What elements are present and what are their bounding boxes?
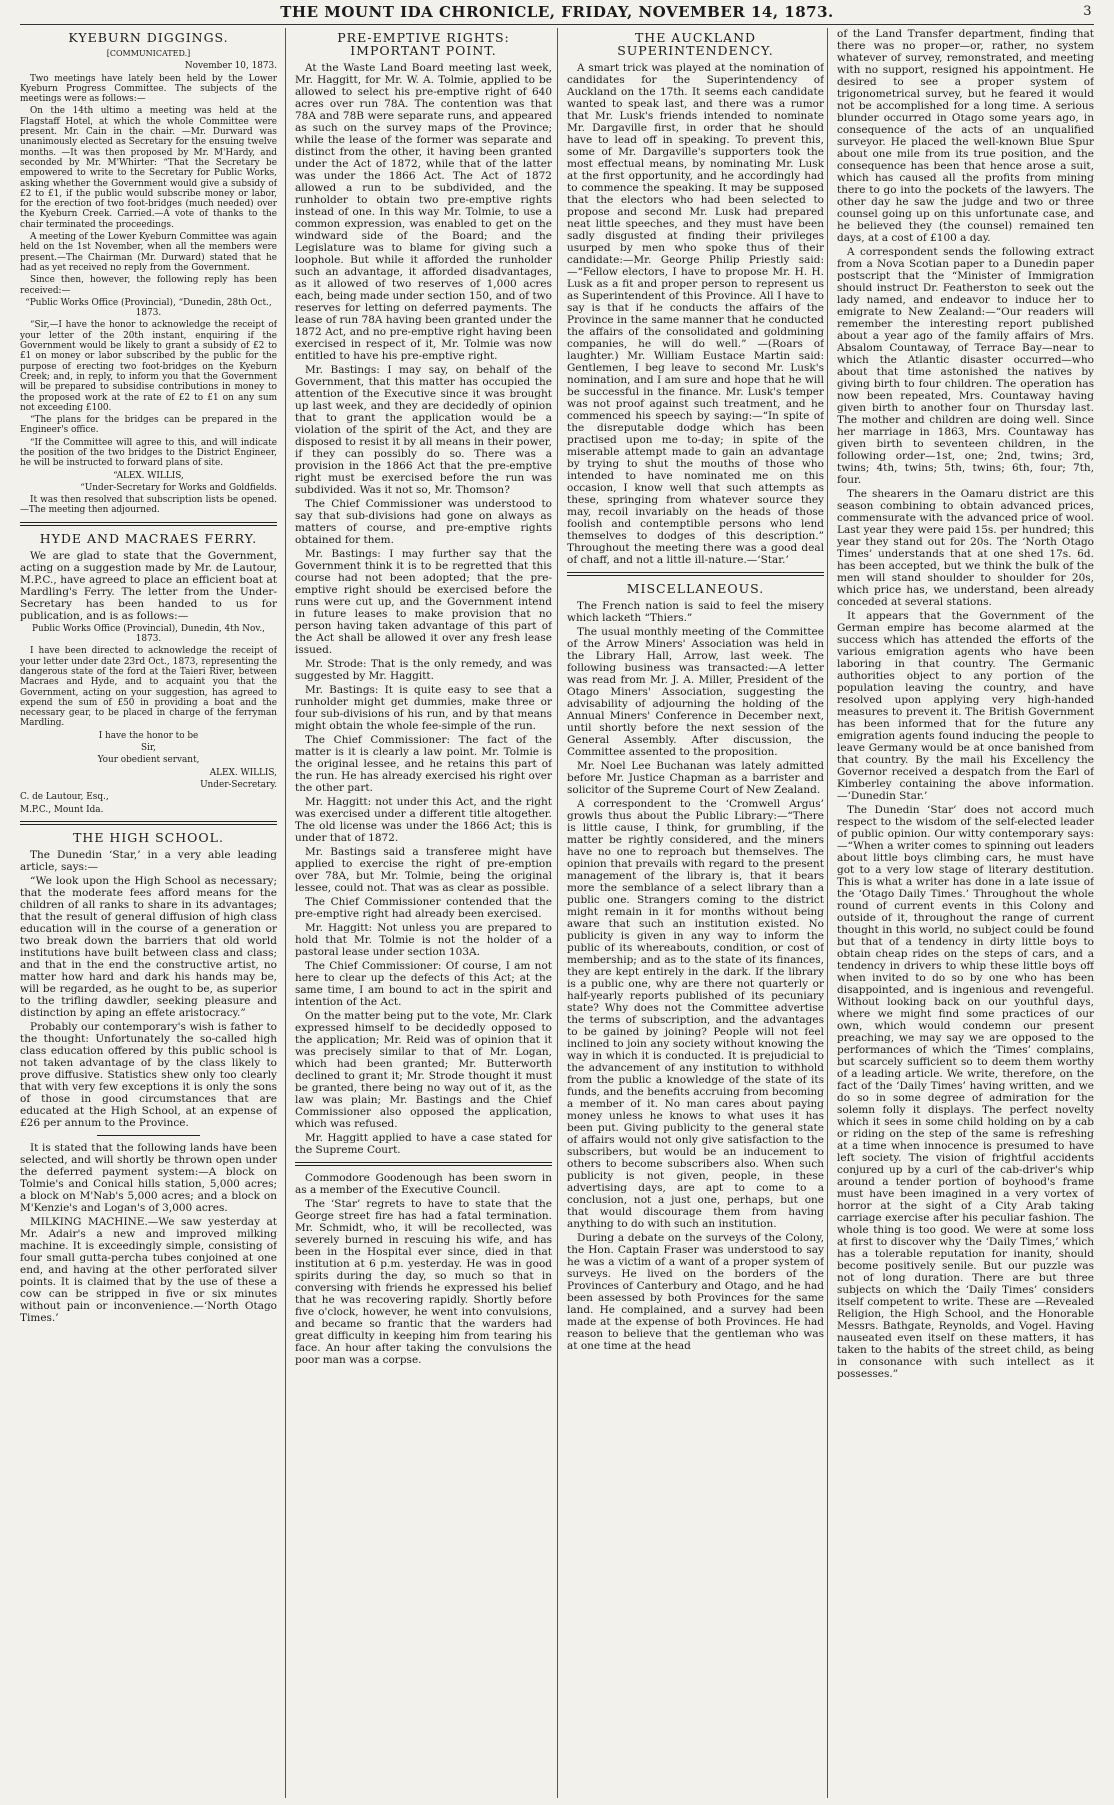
section-divider — [20, 522, 277, 526]
article-paragraph: The Dunedin ‘Star,’ in a very able leading article, says:— — [20, 848, 277, 873]
article-paragraph: A smart trick was played at the nomination of candidates for the Superintendency of Auckland on the 17th. It seems each candidate wanted to speak last, and there was a rumor that Mr. Lusk's friends intended to nominate Mr. Dargaville first, in order that he should have to lead off in speaking. To prevent this, some of Mr. Dargaville's supporters took the most effectual means, by nominating Mr. Lusk at the first opportunity, and he accordingly had to commence the speaking. It may be supposed that the electors who had been selected to propose and second Mr. Lusk had prepared neat little speeches, and they must have been sadly disgusted at finding their privileges usurped by men who spoke thus of their candidate:—Mr. George Philip Priestly said:—“Fellow electors, I have to propose Mr. H. H. Lusk as a fit and proper person to represent us as Superintendent of this Province. All I have to say is that if he conducts the affairs of the Province in the same manner that he conducted the affairs of the consolidated and goldmining companies, he will do well.” —(Roars of laughter.) Mr. William Eustace Martin said: Gentlemen, I beg leave to second Mr. Lusk's nomination, and I am sure and hope that he will be successful in the finance. Mr. Lusk's temper was not proof against such treatment, and he commenced his speech by saying:—“In spite of the disreputable dodge which has been practised upon me to-day; in spite of the miserable attempt made to gain an advantage by trying to shut the mouths of those who intended to have nominated me on this occasion, I know well that such attempts as these, springing from whatever source they may, recoil invariably on the heads of those foolish and contemptible persons who lend themselves to dodges of this description.” Throughout the meeting there was a good deal of chaff, and not a little ill-nature.—‘Star.’ — [567, 62, 824, 566]
article-paragraph: The Chief Commissioner contended that the pre-emptive right had already been exercised. — [295, 896, 552, 920]
article-paragraph: Probably our contemporary's wish is father to the thought: Unfortunately the so-called high class education offered by this public school is not taken advantage of by the class likely to prove diffusive. Statistics shew only too clearly that with very few exceptions it is only the sons of those in good circumstances that are educated at the High School, at an expense of £26 per annum to the Province. — [20, 1020, 277, 1129]
section-divider — [295, 1162, 552, 1166]
article-paragraph: On the matter being put to the vote, Mr. Clark expressed himself to be decidedly opposed to the application; Mr. Reid was of opinion that it was precisely similar to that of Mr. Logan, which had been granted; Mr. Butterworth declined to grant it; Mr. Strode thought it must be granted, there being no way out of it, as the law was plain; Mr. Bastings and the Chief Commissioner also opposed the application, which was refused. — [295, 1010, 552, 1130]
article-tag: [COMMUNICATED.] — [106, 49, 191, 58]
article-paragraph: The shearers in the Oamaru district are this season combining to obtain advanced prices, commensurate with the advanced price of wool. Last year they were paid 15s. per hundred; this year they stand out for 20s. The ‘North Otago Times’ understands that at one shed 17s. 6d. has been accepted, but we think the bulk of the men will stand shoulder to shoulder for 20s, which price has, we understand, been already conceded at several stations. — [837, 488, 1094, 608]
article-dateline: November 10, 1873. — [184, 61, 277, 72]
article-paragraph: A correspondent sends the following extract from a Nova Scotian paper to a Dunedin paper postscript that the “Minister of Immigration should instruct Dr. Featherston to seek out the lady named, and endeavor to induce her to emigrate to New Zealand:—“Our readers will remember the interesting report published about a year ago of the family affairs of Mrs. Absalom Countaway, of Terrace Bay—near to which the Atlantic disaster occurred—who about that time astonished the natives by giving birth to four children. The operation has now been repeated, Mrs. Countaway having given birth to another four on Thursday last. The mother and children are doing well. Since her marriage in 1863, Mrs. Countaway has given birth to seventeen children, in the following order—1st, one; 2nd, twins; 3rd, twins; 4th, twins; 5th, twins; 6th, four; 7th, four. — [837, 246, 1094, 486]
article-paragraph: It appears that the Government of the German empire has become alarmed at the success which has attended the efforts of the various emigration agents who have been laboring in that country. The Germanic authorities object to any portion of the population leaving the country, and have resolved upon applying very high-handed measures to prevent it. The British Government has been informed that for the future any emigration agents found inducing the people to leave Germany would be at once banished from that country. By the mail his Excellency the Governor received a despatch from the Earl of Kimberley containing the above information.—‘Dunedin Star.’ — [837, 610, 1094, 802]
article-paragraph: On the 14th ultimo a meeting was held at the Flagstaff Hotel, at which the whole Committee were present. Mr. Cain in the chair. —Mr. Durward was unanimously elected as Secretary for the ensuing twelve months. —It was then proposed by Mr. M'Hardy, and seconded by Mr. M'Whirter: “That the Secretary be empowered to write to the Secretary for Public Works, asking whether the Government would give a subsidy of £2 to £1, if the public would subscribe money or labor, for the erection of two foot-bridges (much needed) over the Kyeburn Creek. Carried.—A vote of thanks to the chair terminated the proceedings. — [20, 106, 277, 230]
article-paragraph: The ‘Star’ regrets to have to state that the George street fire has had a fatal termination. Mr. Schmidt, who, it will be recollected, was severely burned in rescuing his wife, and has been in the Hospital ever since, died in that institution at 6 p.m. yesterday. He was in good spirits during the day, so much so that in conversing with friends he expressed his belief that he was recovering rapidly. Shortly before five o'clock, however, he went into convulsions, and became so frantic that the warders had great difficulty in keeping him from tearing his face. An hour after taking the convulsions the poor man was a corpse. — [295, 1198, 552, 1366]
article-paragraph: “If the Committee will agree to this, and will indicate the position of the two bridges to the District Engineer, he will be instructed to forward plans of site. — [20, 437, 277, 469]
article-heading: THE AUCKLAND SUPERINTENDENCY. — [617, 30, 774, 58]
article-paragraph: Mr. Strode: That is the only remedy, and was suggested by Mr. Haggitt. — [295, 658, 552, 682]
article-paragraph: Two meetings have lately been held by the Lower Kyeburn Progress Committee. The subjects of the meetings were as follows:— — [20, 73, 277, 105]
article-paragraph: Mr. Bastings said a transferee might have applied to exercise the right of pre-emption over 78A, but Mr. Tolmie, being the original lessee, could not. That was as clear as possible. — [295, 846, 552, 894]
letter-signature: “ALEX. WILLIS, — [113, 470, 184, 481]
article-heading: PRE-EMPTIVE RIGHTS: IMPORTANT POINT. — [337, 30, 510, 58]
article-paragraph: Commodore Goodenough has been sworn in as a member of the Executive Council. — [295, 1172, 552, 1196]
article-paragraph: “We look upon the High School as necessary; that the moderate fees afford means for the children of all ranks to share in its advantages; that the result of general diffusion of high class education will in the course of a generation or two break down the barriers that old world institutions have built between class and class; and that in the end the constructive artist, no matter how hard and dark his hands may be, will be regarded, as he ought to be, as superior to the trifling dawdler, seeking pleasure and distinction by aping an effete aristocracy.” — [20, 874, 277, 1019]
masthead-title: THE MOUNT IDA CHRONICLE, FRIDAY, NOVEMBER 14, 1873. — [280, 3, 834, 21]
letter-signature-title: Under-Secretary. — [200, 779, 277, 790]
letter-signature: ALEX. WILLIS, — [209, 767, 277, 778]
article-heading: MISCELLANEOUS. — [626, 581, 765, 596]
article-paragraph: Mr. Haggitt applied to have a case stated for the Supreme Court. — [295, 1132, 552, 1156]
column-1 — [20, 28, 277, 1798]
letter-addressee: M.P.C., Mount Ida. — [20, 804, 104, 815]
article-paragraph: Mr. Bastings: I may further say that the Government think it is to be regretted that this course had not been adopted; that the pre-emptive right should be exercised before the runs were cut up, and the Government intend in future leases to make provision that no person having taken advantage of this part of the Act shall be allowed it over any fresh lease issued. — [295, 548, 552, 656]
article-paragraph: Mr. Haggitt: Not unless you are prepared to hold that Mr. Tolmie is not the holder of a pastoral lease under section 103A. — [295, 922, 552, 958]
column-rule — [827, 28, 828, 1798]
letter-closing: I have the honor to be — [98, 730, 199, 741]
column-4 — [837, 28, 1094, 1798]
article-paragraph: The Chief Commissioner: Of course, I am not here to clear up the defects of this Act; at the same time, I am bound to act in the spirit and intention of the Act. — [295, 960, 552, 1008]
letter-header: Public Works Office (Provincial), Dunedin, 4th Nov., 1873. — [32, 623, 265, 645]
article-heading: KYEBURN DIGGINGS. — [68, 30, 229, 45]
letter-header: “Public Works Office (Provincial), “Dunedin, 28th Oct., 1873. — [25, 297, 272, 319]
article-paragraph: MILKING MACHINE.—We saw yesterday at Mr. Adair's a new and improved milking machine. It is exceedingly simple, consisting of four small gutta-percha tubes conjoined at one end, and having at the other perforated silver points. It is claimed that by the use of these a cow can be stripped in five or six minutes without pain or inconvenience.—‘North Otago Times.’ — [20, 1215, 277, 1324]
article-paragraph: The usual monthly meeting of the Committee of the Arrow Miners' Association was held in the Library Hall, Arrow, last week. The following business was transacted:—A letter was read from Mr. J. A. Miller, President of the Otago Miners' Association, suggesting the advisability of adjourning the holding of the Annual Miners' Conference in December next, until shortly before the next session of the General Assembly. After discussion, the Committee assented to the proposition. — [567, 626, 824, 758]
page-number: 3 — [1083, 4, 1092, 19]
article-paragraph: During a debate on the surveys of the Colony, the Hon. Captain Fraser was understood to say he was a victim of a want of a proper system of surveys. He lived on the borders of the Provinces of Canterbury and Otago, and he had been assessed by both Provinces for the same land. He complained, and a survey had been made at the expense of both Provinces. He had reason to believe that the gentleman who was at one time at the head — [567, 1232, 824, 1352]
column-3 — [567, 28, 824, 1798]
article-paragraph: Mr. Bastings: I may say, on behalf of the Government, that this matter has occupied the attention of the Executive since it was brought up last week, and they are decidedly of opinion that to grant the application would be a violation of the spirit of the Act, and they are disposed to resist it by all means in their power, if they can possibly do so. There was a provision in the 1866 Act that the pre-emptive right must be exercised before the run was subdivided. Was it not so, Mr. Thomson? — [295, 364, 552, 496]
article-paragraph: Mr. Noel Lee Buchanan was lately admitted before Mr. Justice Chapman as a barrister and solicitor of the Supreme Court of New Zealand. — [567, 760, 824, 796]
section-divider — [20, 821, 277, 825]
article-paragraph: We are glad to state that the Government, acting on a suggestion made by Mr. de Lautour, M.P.C., have agreed to place an efficient boat at Mardling's Ferry. The letter from the Under-Secretary has been handed to us for publication, and is as follows:— — [20, 549, 277, 622]
article-paragraph: Since then, however, the following reply has been received:— — [20, 275, 277, 296]
article-paragraph: I have been directed to acknowledge the receipt of your letter under date 23rd Oct., 1873, representing the dangerous state of the ford at the Taieri River, between Macraes and Hyde, and to acquaint you that the Government, acting on your suggestion, has agreed to expend the sum of £50 in providing a boat and the necessary gear, to be placed in charge of the ferryman Mardling. — [20, 646, 277, 729]
column-rule — [285, 28, 286, 1798]
article-paragraph: The Chief Commissioner was understood to say that sub-divisions had gone on always as matters of course, and pre-emptive rights obtained for them. — [295, 498, 552, 546]
article-heading: HYDE AND MACRAES FERRY. — [39, 530, 258, 546]
article-paragraph: A correspondent to the ‘Cromwell Argus’ growls thus about the Public Library:—“There is little cause, I think, for grumbling, if the matter be rightly considered, and the miners have no one to reproach but themselves. The opinion that prevails with regard to the present management of the library is, that it bears more the semblance of a select library than a public one. Strangers coming to the district might remain in it for months without being aware that such an institution existed. No publicity is given in any way to inform the public of its whereabouts, condition, or cost of membership; and as to the state of its finances, they are kept entirely in the dark. If the library is a public one, why are there not quarterly or half-yearly reports published of its pecuniary state? Why does not the Committee advertise the terms of subscription, and the advantages to be gained by joining? People will not feel inclined to join any society without knowing the way in which it is conducted. It is prejudicial to the advancement of any institution to withhold from the public a knowledge of the state of its funds, and the benefits accruing from becoming a member of it. No man cares about paying money unless he knows to what uses it has been put. Giving publicity to the general state of affairs would not only give satisfaction to the subscribers, but would be an inducement to others to become subscribers also. When such publicity is not given, people, in these advertising days, are apt to come to a conclusion, not a just one, perhaps, but one that would discourage them from having anything to do with such an institution. — [567, 798, 824, 1230]
article-paragraph: of the Land Transfer department, finding that there was no proper—or, rather, no system whatever of survey, remonstrated, and meeting with no support, resigned his appointment. He desired to see a proper system of trigonometrical survey, but he feared it would not be accomplished for a long time. A serious blunder occurred in Otago some years ago, in consequence of the acts of an unqualified surveyor. He placed the well-known Blue Spur about one mile from its true position, and the consequence has been that hence arose a suit, which has caused all the profits from mining there to go into the pockets of the lawyers. The other day he saw the judge and two or three counsel going up on this unfortunate case, and he believed they (the counsel) remained ten days, at a cost of £100 a day. — [837, 28, 1094, 244]
letter-addressee: C. de Lautour, Esq., — [20, 792, 109, 803]
article-paragraph: “The plans for the bridges can be prepared in the Engineer's office. — [20, 415, 277, 436]
article-paragraph: At the Waste Land Board meeting last week, Mr. Haggitt, for Mr. W. A. Tolmie, applied to be allowed to select his pre-emptive right of 640 acres over run 78A. The contention was that 78A and 78B were separate runs, and appeared as such on the survey maps of the Province; while the lease of the former was separate and distinct from the other, it having been granted under the Act of 1872, while that of the latter was under the 1866 Act. The Act of 1872 allowed a run to be subdivided, and the runholder to obtain two pre-emptive rights instead of one. In this way Mr. Tolmie, to use a common expression, was enabled to get on the windward side of the Board; and the Legislature was to blame for giving such a loophole. But while it afforded the runholder such an advantage, it afforded disadvantages, as it allowed of two reserves of 1,000 acres each, being made under section 150, and of two reserves for letting on deferred payments. The lease of run 78A having been granted under the 1872 Act, and no pre-emptive right having been exercised in respect of it, Mr. Tolmie was now entitled to have his pre-emptive right. — [295, 62, 552, 362]
article-paragraph: The French nation is said to feel the misery which lacketh “Thiers.” — [567, 600, 824, 624]
section-divider — [567, 572, 824, 576]
article-paragraph: Mr. Bastings: It is quite easy to see that a runholder might get dummies, make three or four sub-divisions of his run, and by that means might obtain the whole fee-simple of the run. — [295, 684, 552, 732]
article-paragraph: It is stated that the following lands have been selected, and will shortly be thrown open under the deferred payment system:—A block on Tolmie's and Conical hills station, 5,000 acres; a block on M'Nab's 5,000 acres; and a block on M'Kenzie's and Logan's of 3,000 acres. — [20, 1141, 277, 1214]
article-heading: THE HIGH SCHOOL. — [73, 829, 224, 845]
masthead — [20, 0, 1094, 25]
column-2 — [295, 28, 552, 1798]
article-paragraph: The Chief Commissioner: The fact of the matter is it is clearly a law point. Mr. Tolmie is the original lessee, and he retains this part of the run. He has already exercised his right over the other part. — [295, 734, 552, 794]
article-paragraph: It was then resolved that subscription lists be opened.—The meeting then adjourned. — [20, 495, 277, 516]
letter-closing: Sir, — [140, 743, 156, 754]
article-paragraph: Mr. Haggitt: not under this Act, and the right was exercised under a different title altogether. The old license was under the 1866 Act; this is under that of 1872. — [295, 796, 552, 844]
article-paragraph: A meeting of the Lower Kyeburn Committee was again held on the 1st November, when all the members were present.—The Chairman (Mr. Durward) stated that he had as yet received no reply from the Government. — [20, 232, 277, 273]
letter-signature-title: “Under-Secretary for Works and Goldfields. — [80, 482, 277, 493]
short-divider — [97, 1135, 200, 1136]
letter-closing: Your obedient servant, — [97, 755, 200, 766]
column-rule — [557, 28, 558, 1798]
article-paragraph: The Dunedin ‘Star’ does not accord much respect to the wisdom of the self-elected leader of public opinion. Our witty contemporary says:—“When a writer comes to spinning out leaders about little boys climbing cars, he must have got to a very low stage of literary destitution. This is what a writer has done in a late issue of the ‘Otago Daily Times.’ Throughout the whole round of current events in this Colony and outside of it, throughout the range of current thought in this world, no subject could be found but that of a tendency in dirty little boys to obtain cheap rides on the steps of cars, and a tendency in drivers to whip these little boys off when invited to do so by one who has been disappointed, and is ingenious and revengeful. Without looking back on our youthful days, where we might find some practices of our own, which would condemn our present preaching, we may say we are opposed to the performances of which the ‘Times’ complains, but scarcely sufficient so to deem them worthy of a leading article. We write, therefore, on the fact of the ‘Daily Times’ having written, and we do so in some degree of admiration for the solemn folly it displays. The perfect novelty which it sees in some child holding on by a cab or riding on the step of the same is refreshing at a time when innocence is presumed to have left society. The vision of frightful accidents conjured up by a curl of the cab-driver's whip around a tender portion of boyhood's frame must have been imagined in a very vortex of horror at the sight of a City Arab taking carriage exercise after his peculiar fashion. The whole thing is too good. We were at some loss at first to discover why the ‘Daily Times,’ which has a tolerable reputation for inanity, should become positively senile. But our puzzle was not of long duration. There are but three subjects on which the ‘Daily Times’ considers itself competent to write. These are —Revealed Religion, the High School, and the Honorable Messrs. Bathgate, Reynolds, and Vogel. Having nauseated even itself on these matters, it has taken to the habits of the street child, as being in consonance with such intellect as it possesses.” — [837, 804, 1094, 1380]
article-paragraph: “Sir,—I have the honor to acknowledge the receipt of your letter of the 20th instant, enquiring if the Government would be likely to grant a subsidy of £2 to £1 on money or labor subscribed by the public for the purpose of erecting two foot-bridges on the Kyeburn Creek; and, in reply, to inform you that the Government will be prepared to subsidise contributions in money to the proposed work at the rate of £2 to £1 on any sum not exceeding £100. — [20, 320, 277, 413]
